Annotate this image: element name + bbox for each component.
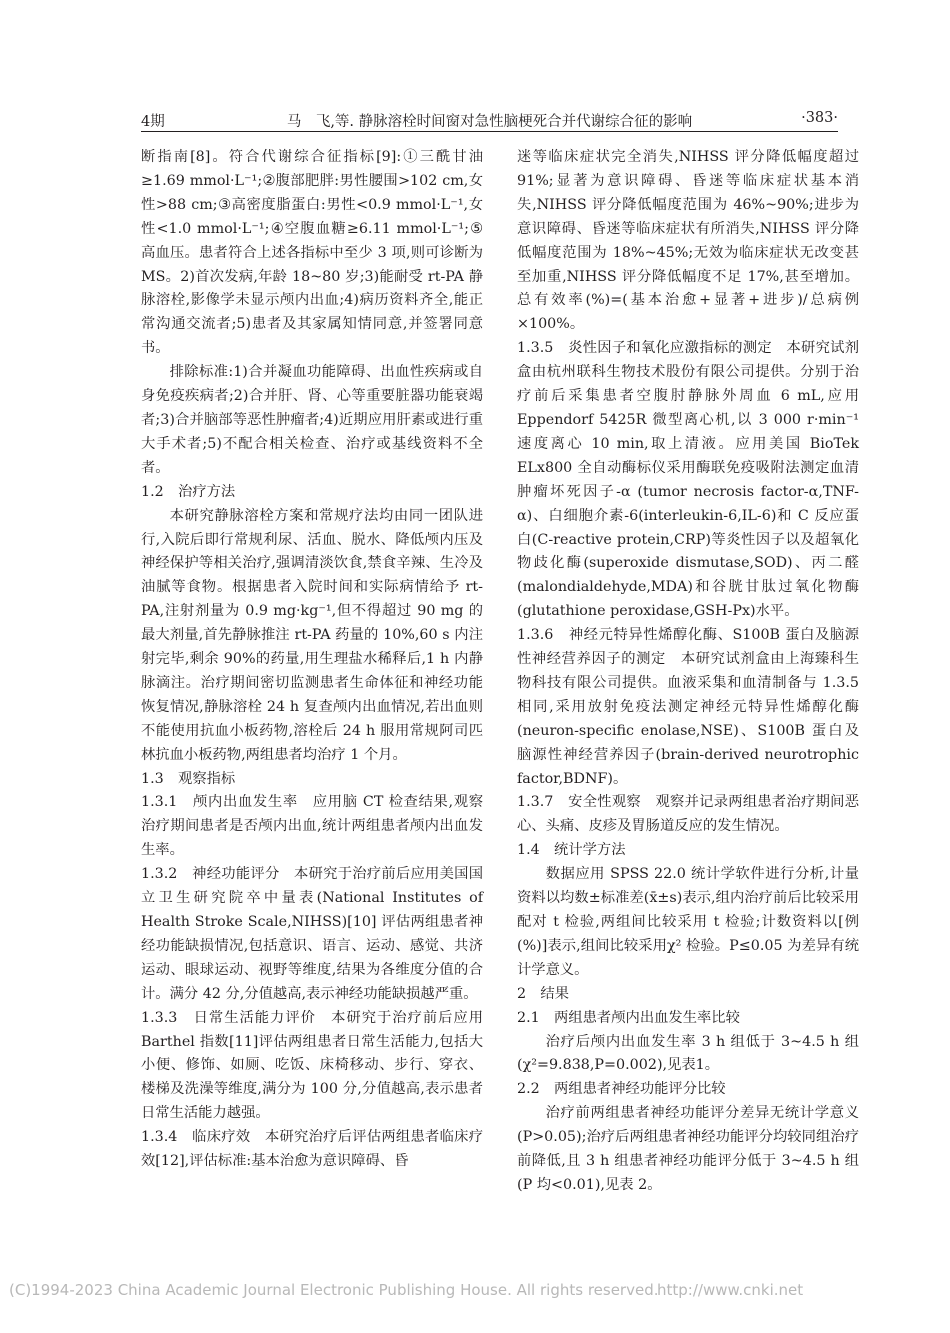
paragraph: 1.3.7 安全性观察 观察并记录两组患者治疗期间恶心、头痛、皮疹及胃肠道反应的发生情况。 xyxy=(517,794,859,835)
paragraph: 1.3.3 日常生活能力评价 本研究于治疗前后应用 Barthel 指数[11]评估两组患者日常生活能力,包括大小便、修饰、如厕、吃饭、床椅移动、步行、穿衣、楼梯及洗澡等维度,满分为 100 分,分值越高,表示患者日常生活能力越强。 xyxy=(141,1009,483,1122)
left-column xyxy=(141,146,483,1174)
paragraph: 治疗前两组患者神经功能评分差异无统计学意义(P>0.05);治疗后两组患者神经功能评分均较同组治疗前降低,且 3 h 组患者神经功能评分低于 3~4.5 h 组(P 均<0.01),见表 2。 xyxy=(517,1105,859,1193)
paragraph: 1.3.4 临床疗效 本研究治疗后评估两组患者临床疗效[12],评估标准:基本治愈为意识障碍、昏 xyxy=(141,1129,483,1170)
paragraph: 断指南[8]。符合代谢综合征指标[9]:①三酰甘油≥1.69 mmol·L⁻¹;②腹部肥胖:男性腰围>102 cm,女性>88 cm;③高密度脂蛋白:男性<0.9 mmol·L⁻¹,女性<1.0 mmol·L⁻¹;④空腹血糖≥6.11 mmol·L⁻¹;⑤高血压。患者符合上述各指标中至少 3 项,则可诊断为 MS。2)首次发病,年龄 18~80 岁;3)能耐受 rt-PA 静脉溶栓,影像学未显示颅内出血;4)病历资料齐全,能正常沟通交流者;5)患者及其家属知情同意,并签署同意书。 xyxy=(141,149,483,357)
paragraph: 2.2 两组患者神经功能评分比较 xyxy=(517,1081,726,1098)
paragraph: 1.3 观察指标 xyxy=(141,770,236,787)
paragraph: 1.3.6 神经元特异性烯醇化酶、S100B 蛋白及脑源性神经营养因子的测定 本研究试剂盒由上海臻科生物科技有限公司提供。血液采集和血清制备与 1.3.5 相同,采用放射免疫法测定神经元特异性烯醇化酶(neuron-specific enolase,NSE)、S100B 蛋白及脑源性神经营养因子(brain-derived neurotrophic factor,BDNF)。 xyxy=(517,627,859,787)
footer-url[interactable]: http://www.cnki.net xyxy=(657,1281,804,1299)
paragraph: 数据应用 SPSS 22.0 统计学软件进行分析,计量资料以均数±标准差(x̄±s)表示,组内治疗前后比较采用配对 t 检验,两组间比较采用 t 检验;计数资料以[例(%)]表示,组间比较采用χ² 检验。P≤0.05 为差异有统计学意义。 xyxy=(517,866,859,978)
page-number: ·383· xyxy=(801,110,838,126)
paragraph: 1.4 统计学方法 xyxy=(517,842,626,859)
issue-number: 4期 xyxy=(141,114,165,130)
paragraph: 2.1 两组患者颅内出血发生率比较 xyxy=(517,1009,740,1026)
copyright-notice: (C)1994-2023 China Academic Journal Electronic Publishing House. All rights reserved. xyxy=(9,1281,659,1299)
paragraph: 1.3.5 炎性因子和氧化应激指标的测定 本研究试剂盒由杭州联科生物技术股份有限公司提供。分别于治疗前后采集患者空腹肘静脉外周血 6 mL,应用 Eppendorf 5425R 微型离心机,以 3 000 r·min⁻¹ 速度离心 10 min,取上清液。应用美国 BioTek ELx800 全自动酶标仪采用酶联免疫吸附法测定血清肿瘤坏死因子-α (tumor necrosis factor-α,TNF-α)、白细胞介素-6(interleukin-6,IL-6)和 C 反应蛋白(C-reactive protein,CRP)等炎性因子以及超氧化物歧化酶(superoxide dismutase,SOD)、丙二醛(malondialdehyde,MDA)和谷胱甘肽过氧化物酶(glutathione peroxidase,GSH-Px)水平。 xyxy=(517,340,859,620)
running-title: 马 飞,等. 静脉溶栓时间窗对急性脑梗死合并代谢综合征的影响 xyxy=(286,114,693,130)
running-header xyxy=(141,106,838,132)
header-rule xyxy=(141,131,838,132)
paragraph: 1.2 治疗方法 xyxy=(141,483,236,500)
paragraph: 1.3.2 神经功能评分 本研究于治疗前后应用美国国立卫生研究院卒中量表(National Institutes of Health Stroke Scale,NIHSS)[10] 评估两组患者神经功能缺损情况,包括意识、语言、运动、感觉、共济运动、眼球运动、视野等维度,结果为各维度分值的合计。满分 42 分,分值越高,表示神经功能缺损越严重。 xyxy=(141,866,483,1002)
paragraph: 迷等临床症状完全消失,NIHSS 评分降低幅度超过 91%;显著为意识障碍、昏迷等临床症状基本消失,NIHSS 评分降低幅度范围为 46%~90%;进步为意识障碍、昏迷等临床症状有所消失,NIHSS 评分降低幅度范围为 18%~45%;无效为临床症状无改变甚至加重,NIHSS 评分降低幅度不足 17%,甚至增加。总有效率(%)=(基本治愈+显著+进步)/总病例×100%。 xyxy=(517,149,859,333)
paragraph: 本研究静脉溶栓方案和常规疗法均由同一团队进行,入院后即行常规利尿、活血、脱水、降低颅内压及神经保护等相关治疗,强调清淡饮食,禁食辛辣、生冷及油腻等食物。根据患者入院时间和实际病情给予 rt-PA,注射剂量为 0.9 mg·kg⁻¹,但不得超过 90 mg 的最大剂量,首先静脉推注 rt-PA 药量的 10%,60 s 内注射完毕,剩余 90%的药量,用生理盐水稀释后,1 h 内静脉滴注。治疗期间密切监测患者生命体征和神经功能恢复情况,静脉溶栓 24 h 复查颅内出血情况,若出血则不能使用抗血小板药物,溶栓后 24 h 服用常规阿司匹林抗血小板药物,两组患者均治疗 1 个月。 xyxy=(141,507,483,763)
paragraph: 2 结果 xyxy=(517,985,569,1002)
paragraph: 排除标准:1)合并凝血功能障碍、出血性疾病或自身免疫疾病者;2)合并肝、肾、心等重要脏器功能衰竭者;3)合并脑部等恶性肿瘤者;4)近期应用肝素或进行重大手术者;5)不配合相关检查、治疗或基线资料不全者。 xyxy=(141,364,483,476)
right-column xyxy=(517,146,859,1198)
paragraph: 治疗后颅内出血发生率 3 h 组低于 3~4.5 h 组(χ²=9.838,P=0.002),见表1。 xyxy=(517,1033,859,1074)
paragraph: 1.3.1 颅内出血发生率 应用脑 CT 检查结果,观察治疗期间患者是否颅内出血,统计两组患者颅内出血发生率。 xyxy=(141,794,483,859)
